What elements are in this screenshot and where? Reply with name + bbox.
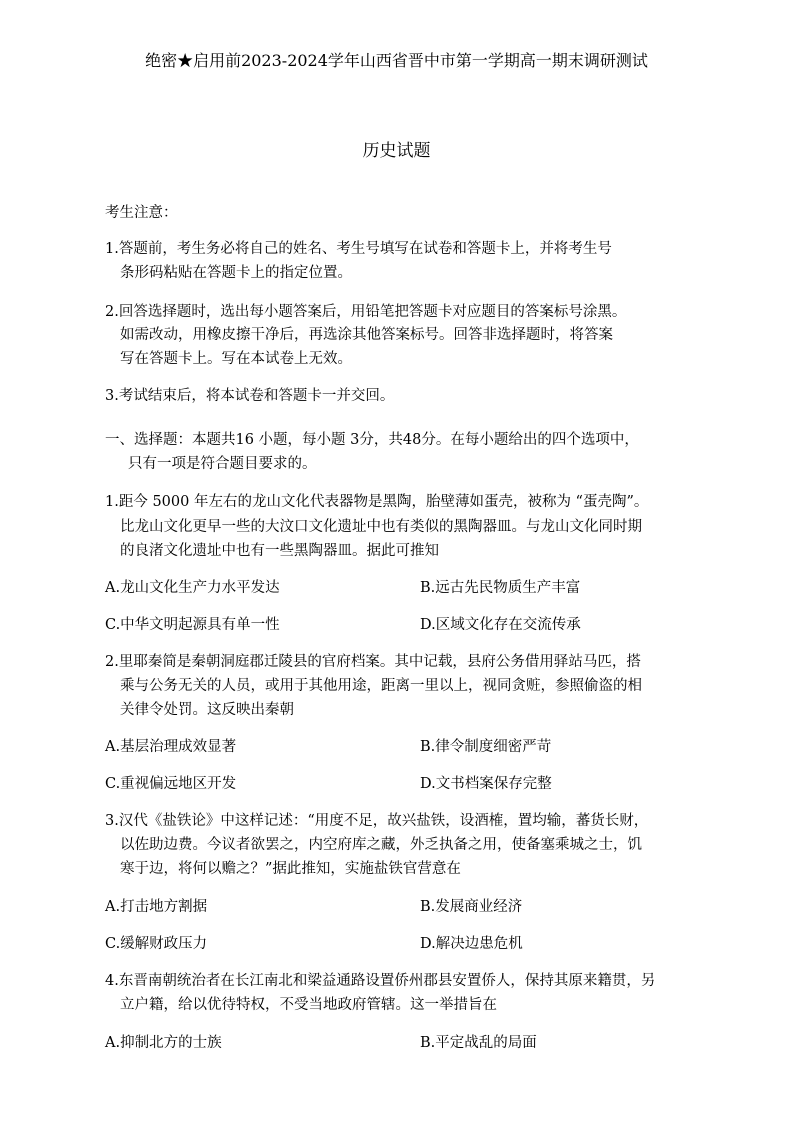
q4-stem-line-1: 4.东晋南朝统治者在长江南北和梁益通路设置侨州郡县安置侨人，保持其原来籍贯，另 [105, 973, 656, 989]
q3-option-b: B.发展商业经济 [420, 899, 523, 915]
notice-item-2-line-3: 写在答题卡上。写在本试卷上无效。 [120, 351, 352, 367]
q2-stem-line-2: 乘与公务无关的人员，或用于其他用途，距离一里以上，视同贪赃，参照偷盗的相 [120, 678, 642, 694]
q3-option-a: A.打击地方割据 [105, 899, 208, 915]
notice-item-1-line-2: 条形码粘贴在答题卡上的指定位置。 [120, 265, 352, 281]
notice-heading: 考生注意： [105, 205, 178, 221]
q1-option-c: C.中华文明起源具有单一性 [105, 617, 280, 633]
q1-stem-line-3: 的良渚文化遗址中也有一些黑陶器皿。据此可推知 [120, 543, 439, 559]
q3-stem-line-2: 以佐助边费。今议者欲罢之，内空府库之藏，外乏执备之用，使备塞乘城之士，饥 [120, 837, 642, 853]
section-heading-line-1: 一、选择题：本题共16 小题，每小题 3分，共48分。在每小题给出的四个选项中， [105, 432, 639, 448]
q2-stem-line-3: 关律令处罚。这反映出秦朝 [120, 702, 294, 718]
q3-stem-line-3: 寒于边，将何以赡之？”据此推知，实施盐铁官营意在 [120, 861, 461, 877]
q1-stem-line-1: 1.距今 5000 年左右的龙山文化代表器物是黑陶，胎壁薄如蛋壳，被称为 “蛋壳陶”。 [105, 494, 649, 510]
q1-stem-line-2: 比龙山文化更早一些的大汶口文化遗址中也有类似的黑陶器皿。与龙山文化同时期 [120, 519, 642, 535]
q4-option-b: B.平定战乱的局面 [420, 1035, 537, 1051]
q2-option-b: B.律令制度细密严苛 [420, 739, 552, 755]
q2-option-c: C.重视偏远地区开发 [105, 776, 237, 792]
q1-option-a: A.龙山文化生产力水平发达 [105, 580, 280, 596]
notice-item-1-line-1: 1.答题前，考生务必将自己的姓名、考生号填写在试卷和答题卡上，并将考生号 [105, 241, 612, 257]
notice-item-2-line-1: 2.回答选择题时，选出每小题答案后，用铅笔把答题卡对应题目的答案标号涂黑。 [105, 304, 627, 320]
q2-stem-line-1: 2.里耶秦简是秦朝洞庭郡迁陵县的官府档案。其中记载，县府公务借用驿站马匹，搭 [105, 654, 641, 670]
q4-option-a: A.抑制北方的士族 [105, 1035, 222, 1051]
q2-option-a: A.基层治理成效显著 [105, 739, 237, 755]
q4-stem-line-2: 立户籍，给以优待特权，不受当地政府管辖。这一举措旨在 [120, 997, 497, 1013]
subject-title: 历史试题 [362, 141, 431, 161]
exam-title: 绝密★启用前2023-2024学年山西省晋中市第一学期高一期末调研测试 [145, 51, 648, 70]
notice-item-2-line-2: 如需改动，用橡皮擦干净后，再选涂其他答案标号。回答非选择题时，将答案 [120, 327, 613, 343]
q1-option-d: D.区域文化存在交流传承 [420, 617, 581, 633]
q3-option-d: D.解决边患危机 [420, 936, 523, 952]
section-heading-line-2: 只有一项是符合题目要求的。 [128, 456, 317, 472]
q3-stem-line-1: 3.汉代《盐铁论》中这样记述：“用度不足，故兴盐铁，设酒榷，置均输，蕃货长财， [105, 813, 649, 829]
q3-option-c: C.缓解财政压力 [105, 936, 208, 952]
q1-option-b: B.远古先民物质生产丰富 [420, 580, 581, 596]
notice-item-3-line-1: 3.考试结束后，将本试卷和答题卡一并交回。 [105, 388, 395, 404]
q2-option-d: D.文书档案保存完整 [420, 776, 552, 792]
